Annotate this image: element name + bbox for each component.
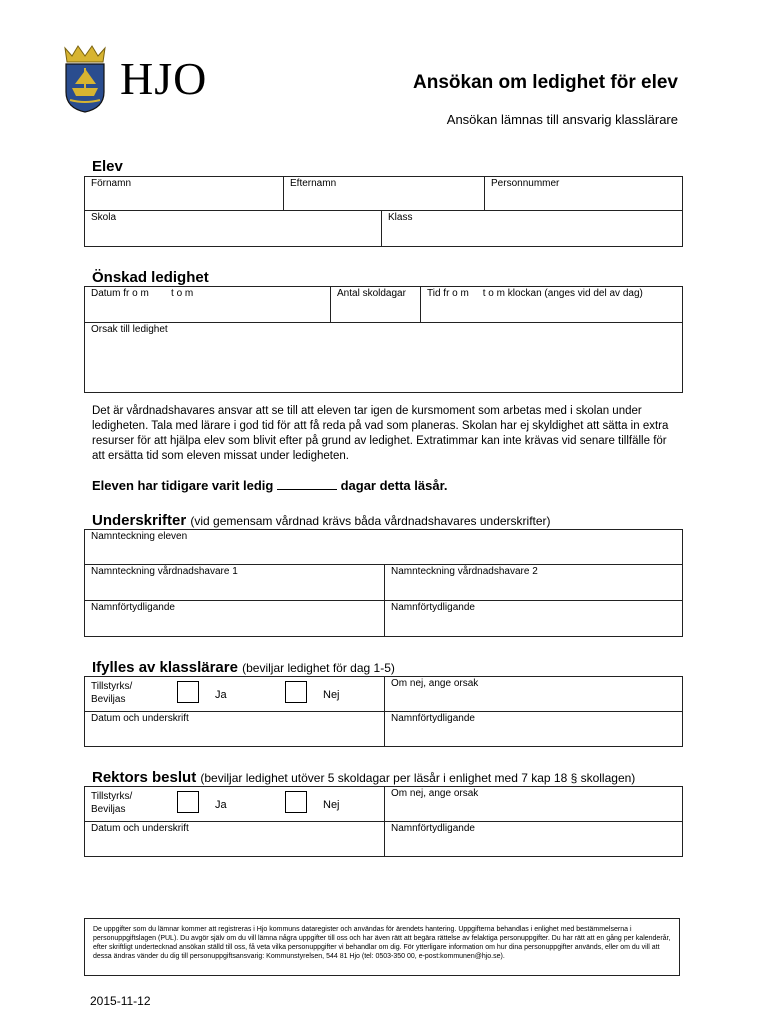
- section-title-rektor: [92, 769, 635, 786]
- klasslarare-om-nej-field[interactable]: [385, 677, 683, 712]
- orsak-field[interactable]: [85, 323, 683, 393]
- personnummer-field[interactable]: [485, 177, 683, 211]
- previous-leave-before: Eleven har tidigare varit ledig: [92, 478, 274, 493]
- fornamn-field[interactable]: [85, 177, 284, 211]
- rektor-table: [84, 786, 683, 857]
- klasslarare-beviljas-label: Beviljas: [91, 694, 126, 705]
- klass-field[interactable]: [382, 211, 683, 247]
- orsak-label: Orsak till ledighet: [91, 324, 168, 335]
- section-title-klasslarare: [92, 659, 395, 676]
- rektor-namnfortydligande-field[interactable]: [385, 822, 683, 857]
- rektor-ja-label: Ja: [215, 799, 227, 811]
- rektor-note: (beviljar ledighet utöver 5 skoldagar per läsår i enlighet med 7 kap 18 § skollagen): [200, 771, 636, 785]
- namnfortydligande2-label: Namnförtydligande: [391, 602, 475, 613]
- rektor-datum-label: Datum och underskrift: [91, 823, 189, 834]
- namnteckning-eleven-field[interactable]: [85, 530, 683, 565]
- rektor-namnfortydligande-label: Namnförtydligande: [391, 823, 475, 834]
- klasslarare-datum-label: Datum och underskrift: [91, 713, 189, 724]
- klasslarare-note: (beviljar ledighet för dag 1-5): [242, 661, 395, 675]
- rektor-ja-checkbox[interactable]: [177, 791, 199, 813]
- klasslarare-namnfortydligande-label: Namnförtydligande: [391, 713, 475, 724]
- datum-label: Datum fr o m t o m: [91, 288, 194, 299]
- tid-field[interactable]: [421, 287, 683, 323]
- underskrifter-table: [84, 529, 683, 637]
- klasslarare-nej-label: Nej: [323, 689, 340, 701]
- underskrifter-title: Underskrifter: [92, 512, 187, 529]
- rektor-datum-field[interactable]: [85, 822, 385, 857]
- section-title-underskrifter: [92, 512, 551, 529]
- ledighet-table: [84, 286, 683, 393]
- antal-skoldagar-label: Antal skoldagar: [337, 288, 406, 299]
- coat-of-arms-icon: [60, 44, 110, 114]
- skola-field[interactable]: [85, 211, 382, 247]
- klasslarare-datum-field[interactable]: [85, 712, 385, 747]
- efternamn-field[interactable]: [284, 177, 485, 211]
- namnteckning-eleven-label: Namnteckning eleven: [91, 531, 188, 542]
- vardnadshavare2-label: Namnteckning vårdnadshavare 2: [391, 566, 538, 577]
- rektor-nej-checkbox[interactable]: [285, 791, 307, 813]
- klasslarare-decision-cell: [85, 677, 385, 712]
- rektor-om-nej-label: Om nej, ange orsak: [391, 788, 479, 799]
- tid-label: Tid fr o m t o m klockan (anges vid del av dag): [427, 288, 643, 299]
- klasslarare-nej-checkbox[interactable]: [285, 681, 307, 703]
- vardnadshavare1-label: Namnteckning vårdnadshavare 1: [91, 566, 238, 577]
- fornamn-label: Förnamn: [91, 178, 132, 189]
- logo-text: HJO: [120, 53, 208, 104]
- section-title-elev: Elev: [92, 158, 123, 175]
- klasslarare-ja-label: Ja: [215, 689, 227, 701]
- klasslarare-namnfortydligande-field[interactable]: [385, 712, 683, 747]
- document-date: 2015-11-12: [90, 994, 151, 1008]
- efternamn-label: Efternamn: [290, 178, 337, 189]
- previous-leave-after: dagar detta läsår.: [340, 478, 448, 493]
- section-title-ledighet: Önskad ledighet: [92, 269, 209, 286]
- elev-table: [84, 176, 683, 247]
- hjo-logo: [60, 44, 240, 114]
- namnfortydligande1-field[interactable]: [85, 601, 385, 637]
- skola-label: Skola: [91, 212, 117, 223]
- personnummer-label: Personnummer: [491, 178, 560, 189]
- rektor-tillstyrks-label: Tillstyrks/: [91, 791, 133, 802]
- rektor-decision-cell: [85, 787, 385, 822]
- rektor-nej-label: Nej: [323, 799, 340, 811]
- vardnadshavare2-field[interactable]: [385, 565, 683, 601]
- page-subtitle: Ansökan lämnas till ansvarig klasslärare: [446, 112, 678, 127]
- klasslarare-title: Ifylles av klasslärare: [92, 659, 238, 676]
- previous-leave-line: [92, 478, 448, 493]
- klass-label: Klass: [388, 212, 413, 223]
- rektor-title: Rektors beslut: [92, 769, 197, 786]
- klasslarare-ja-checkbox[interactable]: [177, 681, 199, 703]
- page-title: Ansökan om ledighet för elev: [413, 72, 678, 93]
- underskrifter-note: (vid gemensam vårdnad krävs båda vårdnadshavares underskrifter): [190, 514, 551, 528]
- previous-leave-days-field[interactable]: [277, 478, 337, 490]
- namnfortydligande2-field[interactable]: [385, 601, 683, 637]
- privacy-notice: De uppgifter som du lämnar kommer att registreras i Hjo kommuns dataregister och användas för ärendets hantering. Uppgifterna behandlas i enlighet med bestämmelserna i personuppgiftslagen (PUL). Du avgör själv om du vill lämna några uppgifter till oss och har även rätt att begära rättelse av felaktiga personuppgifter. Du har rätt att en gång per kalenderår, efter skriftligt undertecknad ansökan ställd till oss, få veta vilka personuppgifter vi behandlar om dig. För ytterligare information om hur dina personuppgifter används, eller om du vill att dessa ändras vänder du dig till personuppgiftsansvarig: Kommunstyrelsen, 544 81 Hjo (tel: 0503-350 00, e-post:kommunen@hjo.se).: [84, 918, 680, 976]
- datum-field[interactable]: [85, 287, 331, 323]
- klasslarare-tillstyrks-label: Tillstyrks/: [91, 681, 133, 692]
- rektor-om-nej-field[interactable]: [385, 787, 683, 822]
- antal-skoldagar-field[interactable]: [331, 287, 421, 323]
- namnfortydligande1-label: Namnförtydligande: [91, 602, 175, 613]
- vardnadshavare1-field[interactable]: [85, 565, 385, 601]
- klasslarare-table: [84, 676, 683, 747]
- rektor-beviljas-label: Beviljas: [91, 804, 126, 815]
- info-paragraph: Det är vårdnadshavares ansvar att se till att eleven tar igen de kursmoment som arbetas med i skolan under ledigheten. Tala med lärare i god tid för att få reda på vad som planeras. Skolan har ej skyldighet att sätta in extra resurser för att hjälpa elev som blivit efter på grund av ledighet. Extratimmar kan inte krävas vid senare tillfälle för att ersätta tid som eleven missat under ledigheten.: [92, 405, 669, 462]
- klasslarare-om-nej-label: Om nej, ange orsak: [391, 678, 479, 689]
